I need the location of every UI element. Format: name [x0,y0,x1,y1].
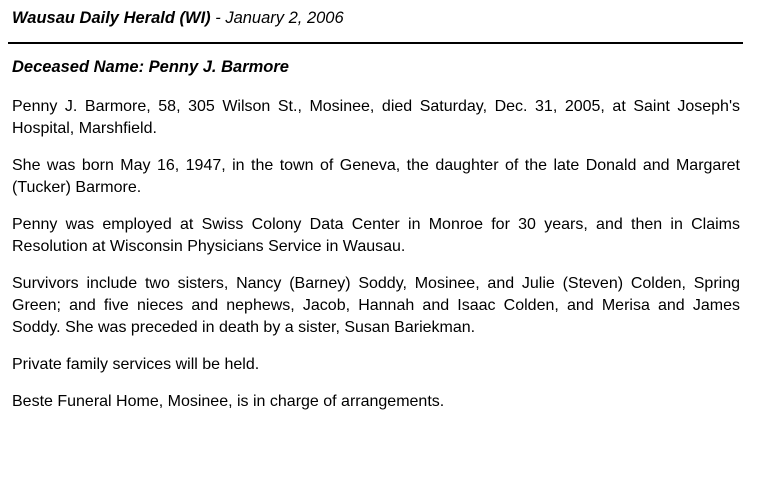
paragraph-death-notice: Penny J. Barmore, 58, 305 Wilson St., Mosinee, died Saturday, Dec. 31, 2005, at Saint Joseph's Hospital, Marshfield. [12,98,740,137]
deceased-name-heading: Deceased Name: Penny J. Barmore [12,58,289,76]
newspaper-name: Wausau Daily Herald (WI) [12,9,211,27]
paragraph-survivors: Survivors include two sisters, Nancy (Barney) Soddy, Mosinee, and Julie (Steven) Colden, Spring Green; and five nieces and nephews, Jacob, Hannah and Isaac Colden, and Merisa and James Soddy. She was preceded in death by a sister, Susan Bariekman. [12,275,740,336]
header-divider [8,42,743,44]
header-separator: - [210,9,226,27]
paragraph-funeral-home: Beste Funeral Home, Mosinee, is in charge of arrangements. [12,393,445,410]
publication-date: January 2, 2006 [225,9,344,27]
paragraph-services: Private family services will be held. [12,356,260,373]
obituary-body [12,96,740,428]
paragraph-employment: Penny was employed at Swiss Colony Data Center in Monroe for 30 years, and then in Claims Resolution at Wisconsin Physicians Service in Wausau. [12,216,740,255]
newspaper-header [12,9,344,28]
paragraph-birth: She was born May 16, 1947, in the town of Geneva, the daughter of the late Donald and Margaret (Tucker) Barmore. [12,157,740,196]
